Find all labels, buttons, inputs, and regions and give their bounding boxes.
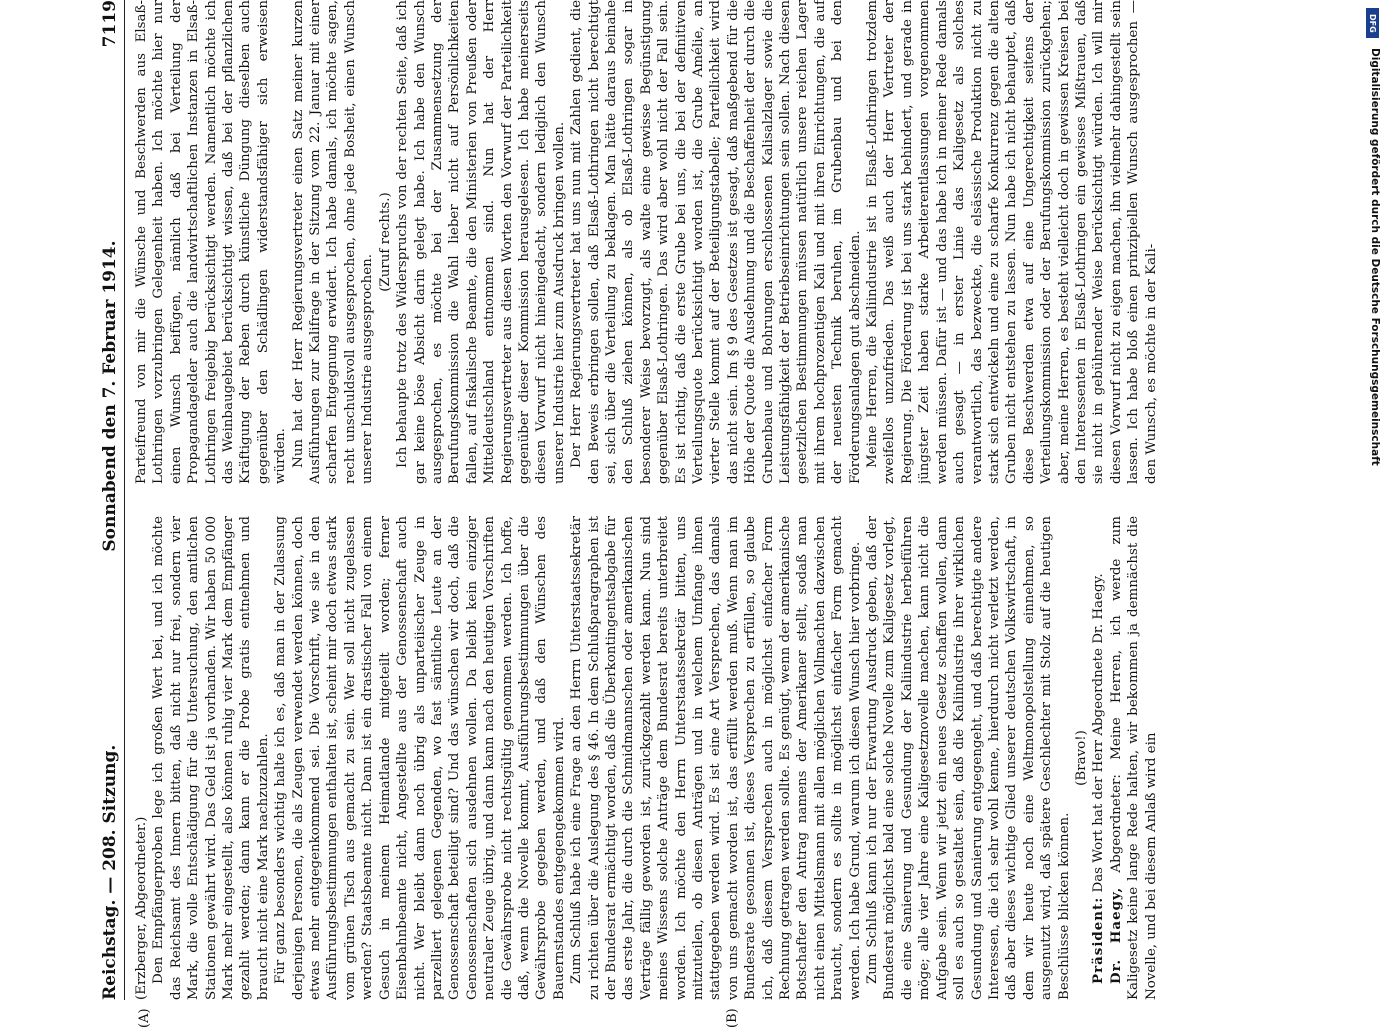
paragraph: Der Herr Regierungsvertreter hat uns nun mit Zahlen gedient, die den Beweis erbringen sollen, daß Elsaß-Lothringen nicht berechtigt sei, sich über die Verteilung zu beklagen. Man hätte daraus beinahe den Schluß ziehen können, als ob Elsaß-Lothringen sogar in besonderer Weise bevorzugt, als walte eine gewisse Begünstigung gegenüber Elsaß-Lothringen. Das wird aber wohl nicht der Fall sein. Es ist richtig, daß die erste Grube bei uns, die bei der definitiven Verteilungsquote berücksichtigt worden ist, die Grube Amélie, an vierter Stelle kommt auf der Beteiligungstabelle; Parteilichkeit wird das nicht sein. Im § 9 des Gesetzes ist gesagt, daß maßgebend für die Höhe der Quote die Ausdehnung und die Beschaffenheit der durch die Grubenbaue und Bohrungen erschlossenen Kalisalzlager sowie die Leistungsfähigkeit der Betriebseinrichtungen sein sollen. Nach diesen gesetzlichen Bestimmungen müssen natürlich unsere reichen Lager mit ihrem hochprozentigen Kali und mit ihren Einrichtungen, die auf der neuesten Technik beruhen, im Grubenbau und bei den Förderungsanlagen gut abschneiden. xyxy=(569,0,863,484)
paragraph: Ich behaupte trotz des Widerspruchs von der rechten Seite, daß ich gar keine böse Absicht darin gelegt habe. Ich habe den Wunsch ausgesprochen, es möchte bei der Zusammensetzung der Berufungskommission die Wahl lieber nicht auf Persönlichkeiten fallen, auf fiskalische Beamte, die den Ministerien von Preußen oder Mitteldeutschland entnommen sind. Nun hat der Herr Regierungsvertreter aus diesen Worten den Vorwurf der Parteilichkeit gegenüber dieser Kommission herausgelesen. Ich habe meinerseits diesen Vorwurf nicht hineingedacht, sondern lediglich den Wunsch unserer Industrie hier zum Ausdruck bringen wollen. xyxy=(395,0,567,484)
haegy-remark xyxy=(1108,516,1160,1000)
speaker-reference: (Erzberger, Abgeordneter.) xyxy=(134,816,149,1000)
paragraph: Zum Schluß kann ich nur der Erwartung Ausdruck geben, daß der Bundesrat möglichst bald eine solche Novelle zum Kaligesetz vorlegt, die eine Sanierung und Gesundung der Kaliindustrie herbeiführen möge; alle vier Jahre eine Kaligesetznovelle machen, kann nicht die Aufgabe sein. Wenn wir jetzt ein neues Gesetz schaffen wollen, dann soll es auch so gestaltet sein, daß die Kaliindustrie ihrer wirklichen Gesundung und Sanierung entgegengeht, und daß berechtigte andere Interessen, die ich sehr wohl kenne, hierdurch nicht verletzt werden, daß aber dieses wichtige Glied unserer deutschen Volkswirtschaft, in dem wir heute noch eine Weltmonopolstellung einnehmen, so ausgenutzt wird, daß spätere Geschlechter mit Stolz auf die heutigen Beschlüsse blicken können. xyxy=(865,516,1072,1000)
header-left: Reichstag. — 208. Sitzung. xyxy=(100,744,120,1000)
interjection: (Zuruf rechts.) xyxy=(377,192,393,292)
left-column xyxy=(133,516,1293,1000)
paragraph: Nun hat der Herr Regierungsvertreter einen Satz meiner kurzen Ausführungen zur Kalifrage in der Sitzung vom 22. Januar mit einer scharfen Entgegnung erwidert. Ich habe damals, ich möchte sagen, recht unschuldsvoll ausgesprochen, ohne jede Bosheit, einen Wunsch unserer Industrie ausgesprochen. xyxy=(290,0,376,484)
dfg-logo-badge: DFG xyxy=(1366,8,1379,38)
applause-note: (Bravo!) xyxy=(1073,730,1089,786)
rotated-page xyxy=(85,0,1307,1028)
president-remark xyxy=(1090,516,1107,1000)
page-number: 7119 xyxy=(100,0,120,48)
header-date: Sonnabend den 7. Februar 1914. xyxy=(100,240,120,552)
paragraph: Für ganz besonders wichtig halte ich es, daß man in der Zulassung derjenigen Personen, die als Zeugen verwendet werden können, doch etwas mehr entgegenkommend sei. Die Vorschrift, wie sie in den Ausführungsbestimmungen enthalten ist, scheint mir doch etwas stark vom grünen Tisch aus gemacht zu sein. Wer soll nicht zugelassen werden? Staatsbeamte nicht. Dann ist ein drastischer Fall von einem Gesuch in meinem Heimatlande mitgeteilt worden; ferner Eisenbahnbeamte nicht, Angestellte aus der Genossenschaft auch nicht. Wer bleibt dann noch übrig als unparteiischer Zeuge in parzelliert gelegenen Gegenden, wo fast sämtliche Leute an der Genossenschaft beteiligt sind? Und das wünschen wir doch, daß die Genossenschaften sich ausdehnen wollen. Da bleibt kein einziger neutraler Zeuge übrig, und dann kann nach den heutigen Vorschriften die Gewährsprobe nicht rechtsgültig genommen werden. Ich hoffe, daß, wenn die Novelle kommt, Ausführungsbestimmungen über die Gewährsprobe gegeben werden, und daß den Wünschen des Bauernstandes entgegengekommen wird. xyxy=(273,516,567,1000)
speaker-label: Dr. Haegy, xyxy=(1107,886,1124,984)
marker-b: (B) xyxy=(725,1008,740,1028)
president-text: Das Wort hat der Herr Abgeordnete Dr. Haegy. xyxy=(1091,573,1107,893)
speaker-label: Präsident: xyxy=(1090,896,1107,984)
page xyxy=(85,0,1307,1028)
paragraph: Zum Schluß habe ich eine Frage an den Herrn Unterstaatssekretär zu richten über die Auslegung des § 46. In dem Schlußparagraphen ist der Bundesrat ermächtigt worden, daß die Überkontingentsabgabe für das erste Jahr, die durch die Schmidmannschen oder amerikanischen Verträge fällig geworden ist, zurückgezahlt werden kann. Nun sind meines Wissens solche Anträge dem Bundesrat bereits unterbreitet worden. Ich möchte den Herrn Unterstaatssekretär bitten, uns mitzuteilen, ob diesen Anträgen und in welchem Umfange ihnen stattgegeben werden wird. Es ist eine Art Versprechen, das damals von uns gemacht worden ist, das erfüllt werden muß. Wenn man im Bundesrate gesonnen ist, dieses Versprechen zu erfüllen, so glaube ich, daß diesem Versprechen auch in möglichst einfacher Form Rechnung getragen werden sollte. Es genügt, wenn der amerikanische Botschafter den Antrag namens der Amerikaner stellt, sodaß man nicht einen Mittelsmann mit allen möglichen Vollmachten dazwischen braucht, sondern es sollte in möglichst einfacher Form gemacht werden. Ich habe Grund, warum ich diesen Wunsch hier vorbringe. xyxy=(569,516,863,1000)
paragraph: Parteifreund von mir die Wünsche und Beschwerden aus Elsaß-Lothringen vorzubringen Gelegenheit haben. Ich möchte hier nur einen Wunsch beifügen, nämlich daß bei Verteilung der Propagandagelder auch die landwirtschaftlichen Instanzen in Elsaß-Lothringen freigebig berücksichtigt werden. Namentlich möchte ich das Weinbaugebiet berücksichtigt wissen, daß bei der pflanzlichen Kräftigung der Reben durch künstliche Düngung dieselben auch gegenüber den Schädlingen widerstandsfähiger sich erweisen würden. xyxy=(134,0,289,484)
marker-a: (A) xyxy=(137,1008,152,1028)
page-header xyxy=(85,0,125,1000)
paragraph: Meine Herren, die Kaliindustrie ist in Elsaß-Lothringen trotzdem zweifellos unzufrieden. Das weiß auch der Herr Vertreter der Regierung. Die Förderung ist bei uns stark behindert, und gerade in jüngster Zeit haben starke Arbeiterentlassungen vorgenommen werden müssen. Dafür ist — und das habe ich in meiner Rede damals auch gesagt — in erster Linie das Kaligesetz als solches verantwortlich, das bezweckte, die elsässische Produktion nicht zu stark sich entwickeln und eine zu scharfe Konkurrenz gegen die alten Gruben nicht entstehen zu lassen. Nun habe ich nicht behauptet, daß diese Beschwerden etwa auf eine Ungerechtigkeit seitens der Verteilungskommission oder der Berufungskommission zurückgehen; aber, meine Herren, es besteht vielleicht doch in gewissen Kreisen bei den Interessenten in Elsaß-Lothringen ein gewisses Mißtrauen, daß sie nicht in gebührender Weise berücksichtigt würden. Ich will mir diesen Vorwurf nicht zu eigen machen, ihn vielmehr dahingestellt sein lassen. Ich habe bloß einen prinzipiellen Wunsch ausgesprochen — den Wunsch, es möchte in der Kali- xyxy=(865,0,1159,484)
digitization-credit: Digitalisierung gefördert durch die Deutsche Forschungsgemeinschaft xyxy=(1369,48,1381,466)
haegy-text: Abgeordneter: Meine Herren, ich werde zum Kaligesetz keine lange Rede halten, wir bekommen ja demnächst die Novelle, und bei diesem Anlaß wird ein xyxy=(1108,516,1159,1000)
paragraph: Den Empfängerproben lege ich großen Wert bei, und ich möchte das Reichsamt des Innern bitten, daß nicht nur frei, sondern vier Mark, die volle Entschädigung für die Untersuchung, den amtlichen Stationen gewährt wird. Das Geld ist ja vorhanden. Wir haben 50 000 Mark mehr eingestellt, also können ruhig vier Mark dem Empfänger gezahlt werden; dann kann er die Probe gratis entnehmen und braucht nicht eine Mark nachzuzahlen. xyxy=(151,516,271,1000)
right-column xyxy=(133,0,1293,484)
